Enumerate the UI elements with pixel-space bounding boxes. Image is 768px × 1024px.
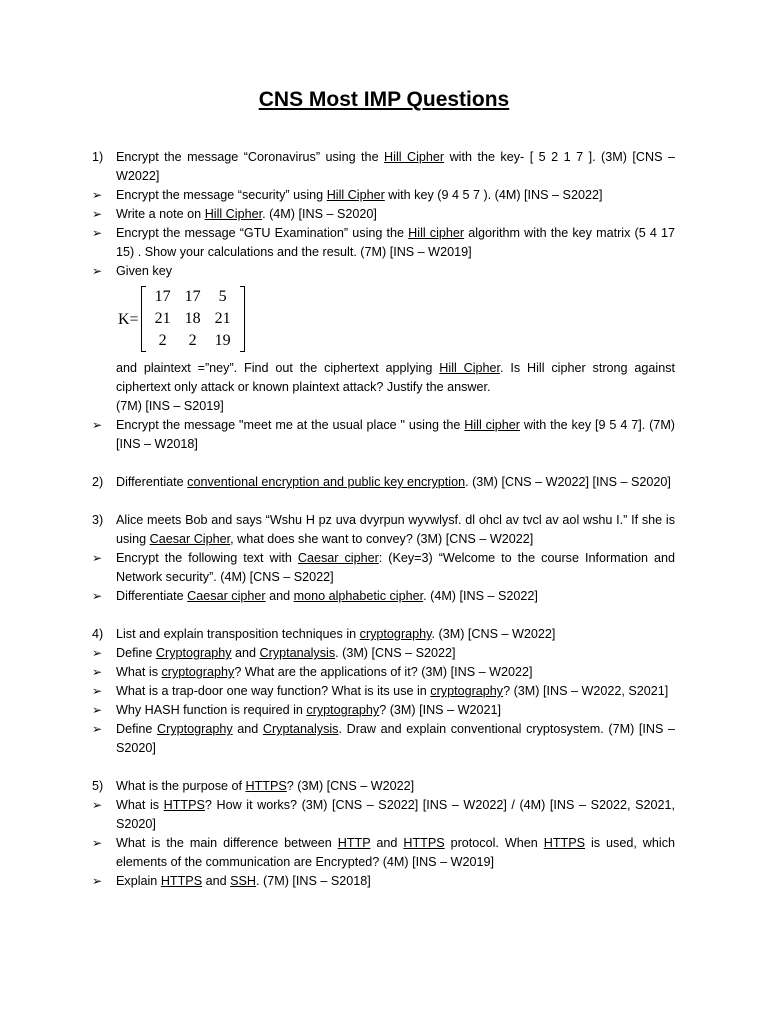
- text-run: Differentiate: [116, 589, 188, 603]
- question-number: 3): [92, 513, 104, 527]
- matrix-cell: 2: [188, 332, 197, 349]
- text-run: . (3M) [CNS – S2022]: [335, 646, 456, 660]
- text-run: . Is Hill cipher strong against ciphertext only attack or known plaintext attack? Justify the answer.: [116, 361, 675, 394]
- question-number: 4): [92, 627, 104, 641]
- question-text: [116, 148, 675, 186]
- text-run: is used, which elements of the communication are Encrypted? (4M) [INS – W2019]: [116, 836, 675, 869]
- matrix-block: [92, 281, 675, 416]
- text-run: . Draw and explain conventional cryptosystem. (7M) [INS – S2020]: [116, 722, 676, 755]
- matrix-cell: 2: [158, 332, 167, 349]
- text-run: Given key: [116, 264, 172, 278]
- text-run: . (3M) [CNS – W2022]: [431, 627, 556, 641]
- question-text: [116, 682, 675, 701]
- matrix-label: K=: [118, 310, 139, 328]
- text-run: ? (3M) [CNS – W2022]: [286, 779, 415, 793]
- underlined-term: HTTPS: [543, 836, 586, 850]
- matrix-cell: 17: [184, 288, 201, 305]
- text-run: and: [232, 722, 263, 736]
- sub-question-item: [92, 587, 675, 606]
- text-run: Define: [116, 646, 156, 660]
- text-run: Why HASH function is required in: [116, 703, 307, 717]
- underlined-term: HTTPS: [163, 798, 205, 812]
- question-item: [92, 148, 675, 186]
- bullet-arrow-icon: ➢: [92, 874, 103, 888]
- text-run: What is: [116, 665, 162, 679]
- question-text: [116, 701, 675, 720]
- text-run: Encrypt the message "meet me at the usual place " using the: [116, 418, 465, 432]
- underlined-term: Hill cipher: [464, 418, 520, 432]
- question-text: [116, 224, 675, 262]
- underlined-term: Hill Cipher: [204, 207, 263, 221]
- underlined-term: Cryptanalysis: [262, 722, 339, 736]
- question-text: [116, 262, 675, 281]
- text-run: List and explain transposition techniques in: [116, 627, 360, 641]
- matrix-cell: 21: [214, 310, 231, 327]
- bullet-arrow-icon: ➢: [92, 646, 103, 660]
- underlined-term: cryptography: [359, 627, 432, 641]
- text-run: What is a trap-door one way function? What is its use in: [116, 684, 431, 698]
- sub-question-item: [92, 416, 675, 454]
- sub-question-item: [92, 701, 675, 720]
- text-run: Encrypt the message “Coronavirus” using the: [116, 150, 385, 164]
- sub-question-item: [92, 663, 675, 682]
- text-run: What is the main difference between: [116, 836, 338, 850]
- underlined-term: conventional encryption and public key encryption: [187, 475, 466, 489]
- text-run: What is the purpose of: [116, 779, 246, 793]
- question-number: 2): [92, 475, 104, 489]
- sub-question-item: [92, 720, 675, 758]
- bullet-arrow-icon: ➢: [92, 665, 103, 679]
- text-run: . (7M) [INS – S2018]: [256, 874, 371, 888]
- text-run: Explain: [116, 874, 161, 888]
- text-run: Write a note on: [116, 207, 205, 221]
- bullet-arrow-icon: ➢: [92, 703, 103, 717]
- question-section: [92, 473, 675, 492]
- text-run: and: [265, 589, 294, 603]
- sub-question-item: [92, 834, 675, 872]
- question-text: [116, 511, 675, 549]
- underlined-term: cryptography: [306, 703, 380, 717]
- sub-question-item: [92, 796, 675, 834]
- question-section: [92, 625, 675, 758]
- text-run: and: [370, 836, 404, 850]
- question-number: 1): [92, 150, 104, 164]
- sub-question-item: [92, 205, 675, 224]
- sub-question-item: [92, 224, 675, 262]
- bullet-arrow-icon: ➢: [92, 207, 103, 221]
- marks-text: (7M) [INS – S2019]: [116, 399, 224, 413]
- question-item: [92, 777, 675, 796]
- matrix-row: [148, 286, 238, 308]
- bullet-arrow-icon: ➢: [92, 798, 103, 812]
- question-text: [116, 796, 675, 834]
- text-run: ? How it works? (3M) [CNS – S2022] [INS – W2022] / (4M) [INS – S2022, S2021, S2020]: [116, 798, 675, 831]
- matrix-cell: 5: [218, 288, 227, 305]
- underlined-term: Hill Cipher: [326, 188, 385, 202]
- text-run: and plaintext =”ney”. Find out the ciphertext applying: [116, 361, 440, 375]
- underlined-term: HTTPS: [245, 779, 287, 793]
- question-number: 5): [92, 779, 104, 793]
- matrix-cell: 17: [154, 288, 171, 305]
- question-text: [116, 720, 675, 758]
- underlined-term: HTTPS: [403, 836, 445, 850]
- sub-question-item: [92, 644, 675, 663]
- bullet-arrow-icon: ➢: [92, 722, 103, 736]
- underlined-term: Caesar Cipher: [149, 532, 231, 546]
- question-text: [116, 473, 675, 492]
- question-section: [92, 148, 675, 454]
- underlined-term: Hill Cipher: [384, 150, 445, 164]
- text-run: . (3M) [CNS – W2022] [INS – S2020]: [465, 475, 671, 489]
- underlined-term: Hill cipher: [408, 226, 465, 240]
- text-run: . (4M) [INS – S2022]: [423, 589, 538, 603]
- underlined-term: Hill Cipher: [439, 361, 501, 375]
- sub-question-item: [92, 262, 675, 281]
- matrix-row: [148, 330, 238, 352]
- text-run: Encrypt the message “GTU Examination” using the: [116, 226, 409, 240]
- question-text: [116, 205, 675, 224]
- question-text: [116, 359, 675, 397]
- sub-question-item: [92, 682, 675, 701]
- question-list: [92, 148, 675, 891]
- underlined-term: cryptography: [430, 684, 504, 698]
- bullet-arrow-icon: ➢: [92, 589, 103, 603]
- question-text: [116, 549, 675, 587]
- bullet-arrow-icon: ➢: [92, 551, 103, 565]
- text-run: ? (3M) [INS – W2021]: [379, 703, 501, 717]
- matrix-cell: 21: [154, 310, 171, 327]
- bullet-arrow-icon: ➢: [92, 188, 103, 202]
- matrix-cell: 18: [184, 310, 201, 327]
- question-text: [116, 872, 675, 891]
- page-title: CNS Most IMP Questions: [258, 88, 510, 111]
- text-run: : (Key=3) “Welcome to the course Information and Network security”. (4M) [CNS – S2022]: [116, 551, 675, 584]
- text-run: Encrypt the message “security” using: [116, 188, 327, 202]
- key-matrix: [118, 283, 675, 355]
- question-text: [116, 644, 675, 663]
- sub-question-item: [92, 872, 675, 891]
- bullet-arrow-icon: ➢: [92, 836, 103, 850]
- underlined-term: Cryptography: [155, 646, 232, 660]
- question-text: [116, 416, 675, 454]
- question-text: [116, 834, 675, 872]
- matrix-cell: 19: [214, 332, 231, 349]
- sub-question-item: [92, 549, 675, 587]
- text-run: and: [231, 646, 260, 660]
- underlined-term: HTTP: [337, 836, 371, 850]
- question-item: [92, 625, 675, 644]
- text-run: with the key [9 5 4 7]. (7M) [INS – W2018]: [116, 418, 675, 451]
- text-run: ? What are the applications of it? (3M) [INS – W2022]: [234, 665, 533, 679]
- text-run: protocol. When: [444, 836, 544, 850]
- underlined-term: mono alphabetic cipher: [293, 589, 424, 603]
- text-run: ? (3M) [INS – W2022, S2021]: [503, 684, 669, 698]
- underlined-term: Caesar cipher: [187, 589, 266, 603]
- text-run: Encrypt the following text with: [116, 551, 298, 565]
- bullet-arrow-icon: ➢: [92, 418, 103, 432]
- underlined-term: cryptography: [161, 665, 235, 679]
- underlined-term: Cryptography: [157, 722, 233, 736]
- question-text: [116, 587, 675, 606]
- question-section: [92, 511, 675, 606]
- text-run: and: [202, 874, 231, 888]
- text-run: Differentiate: [116, 475, 188, 489]
- bullet-arrow-icon: ➢: [92, 264, 103, 278]
- question-section: [92, 777, 675, 891]
- text-run: Alice meets Bob and says “Wshu H pz uva dvyrpun wyvwlysf. dl ohcl av tvcl av aol wshu I.” If she is using: [116, 513, 675, 546]
- question-item: [92, 473, 675, 492]
- question-text: [116, 625, 675, 644]
- text-run: algorithm with the key matrix (5 4 17 15) . Show your calculations and the result. (7M) [INS – W2019]: [116, 226, 676, 259]
- text-run: with key (9 4 5 7 ). (4M) [INS – S2022]: [384, 188, 603, 202]
- sub-question-item: [92, 186, 675, 205]
- text-run: What is: [116, 798, 164, 812]
- question-text: [116, 186, 675, 205]
- text-run: , what does she want to convey? (3M) [CNS – W2022]: [230, 532, 534, 546]
- underlined-term: SSH: [230, 874, 257, 888]
- bullet-arrow-icon: ➢: [92, 226, 103, 240]
- underlined-term: HTTPS: [160, 874, 203, 888]
- underlined-term: Cryptanalysis: [259, 646, 336, 660]
- bullet-arrow-icon: ➢: [92, 684, 103, 698]
- question-text: [116, 777, 675, 796]
- question-text: [116, 663, 675, 682]
- matrix-brackets: [141, 286, 245, 352]
- matrix-row: [148, 308, 238, 330]
- text-run: Define: [116, 722, 158, 736]
- text-run: . (4M) [INS – S2020]: [262, 207, 377, 221]
- text-run: with the key- [ 5 2 1 7 ]. (3M) [CNS – W2022]: [116, 150, 675, 183]
- underlined-term: Caesar cipher: [297, 551, 379, 565]
- question-item: [92, 511, 675, 549]
